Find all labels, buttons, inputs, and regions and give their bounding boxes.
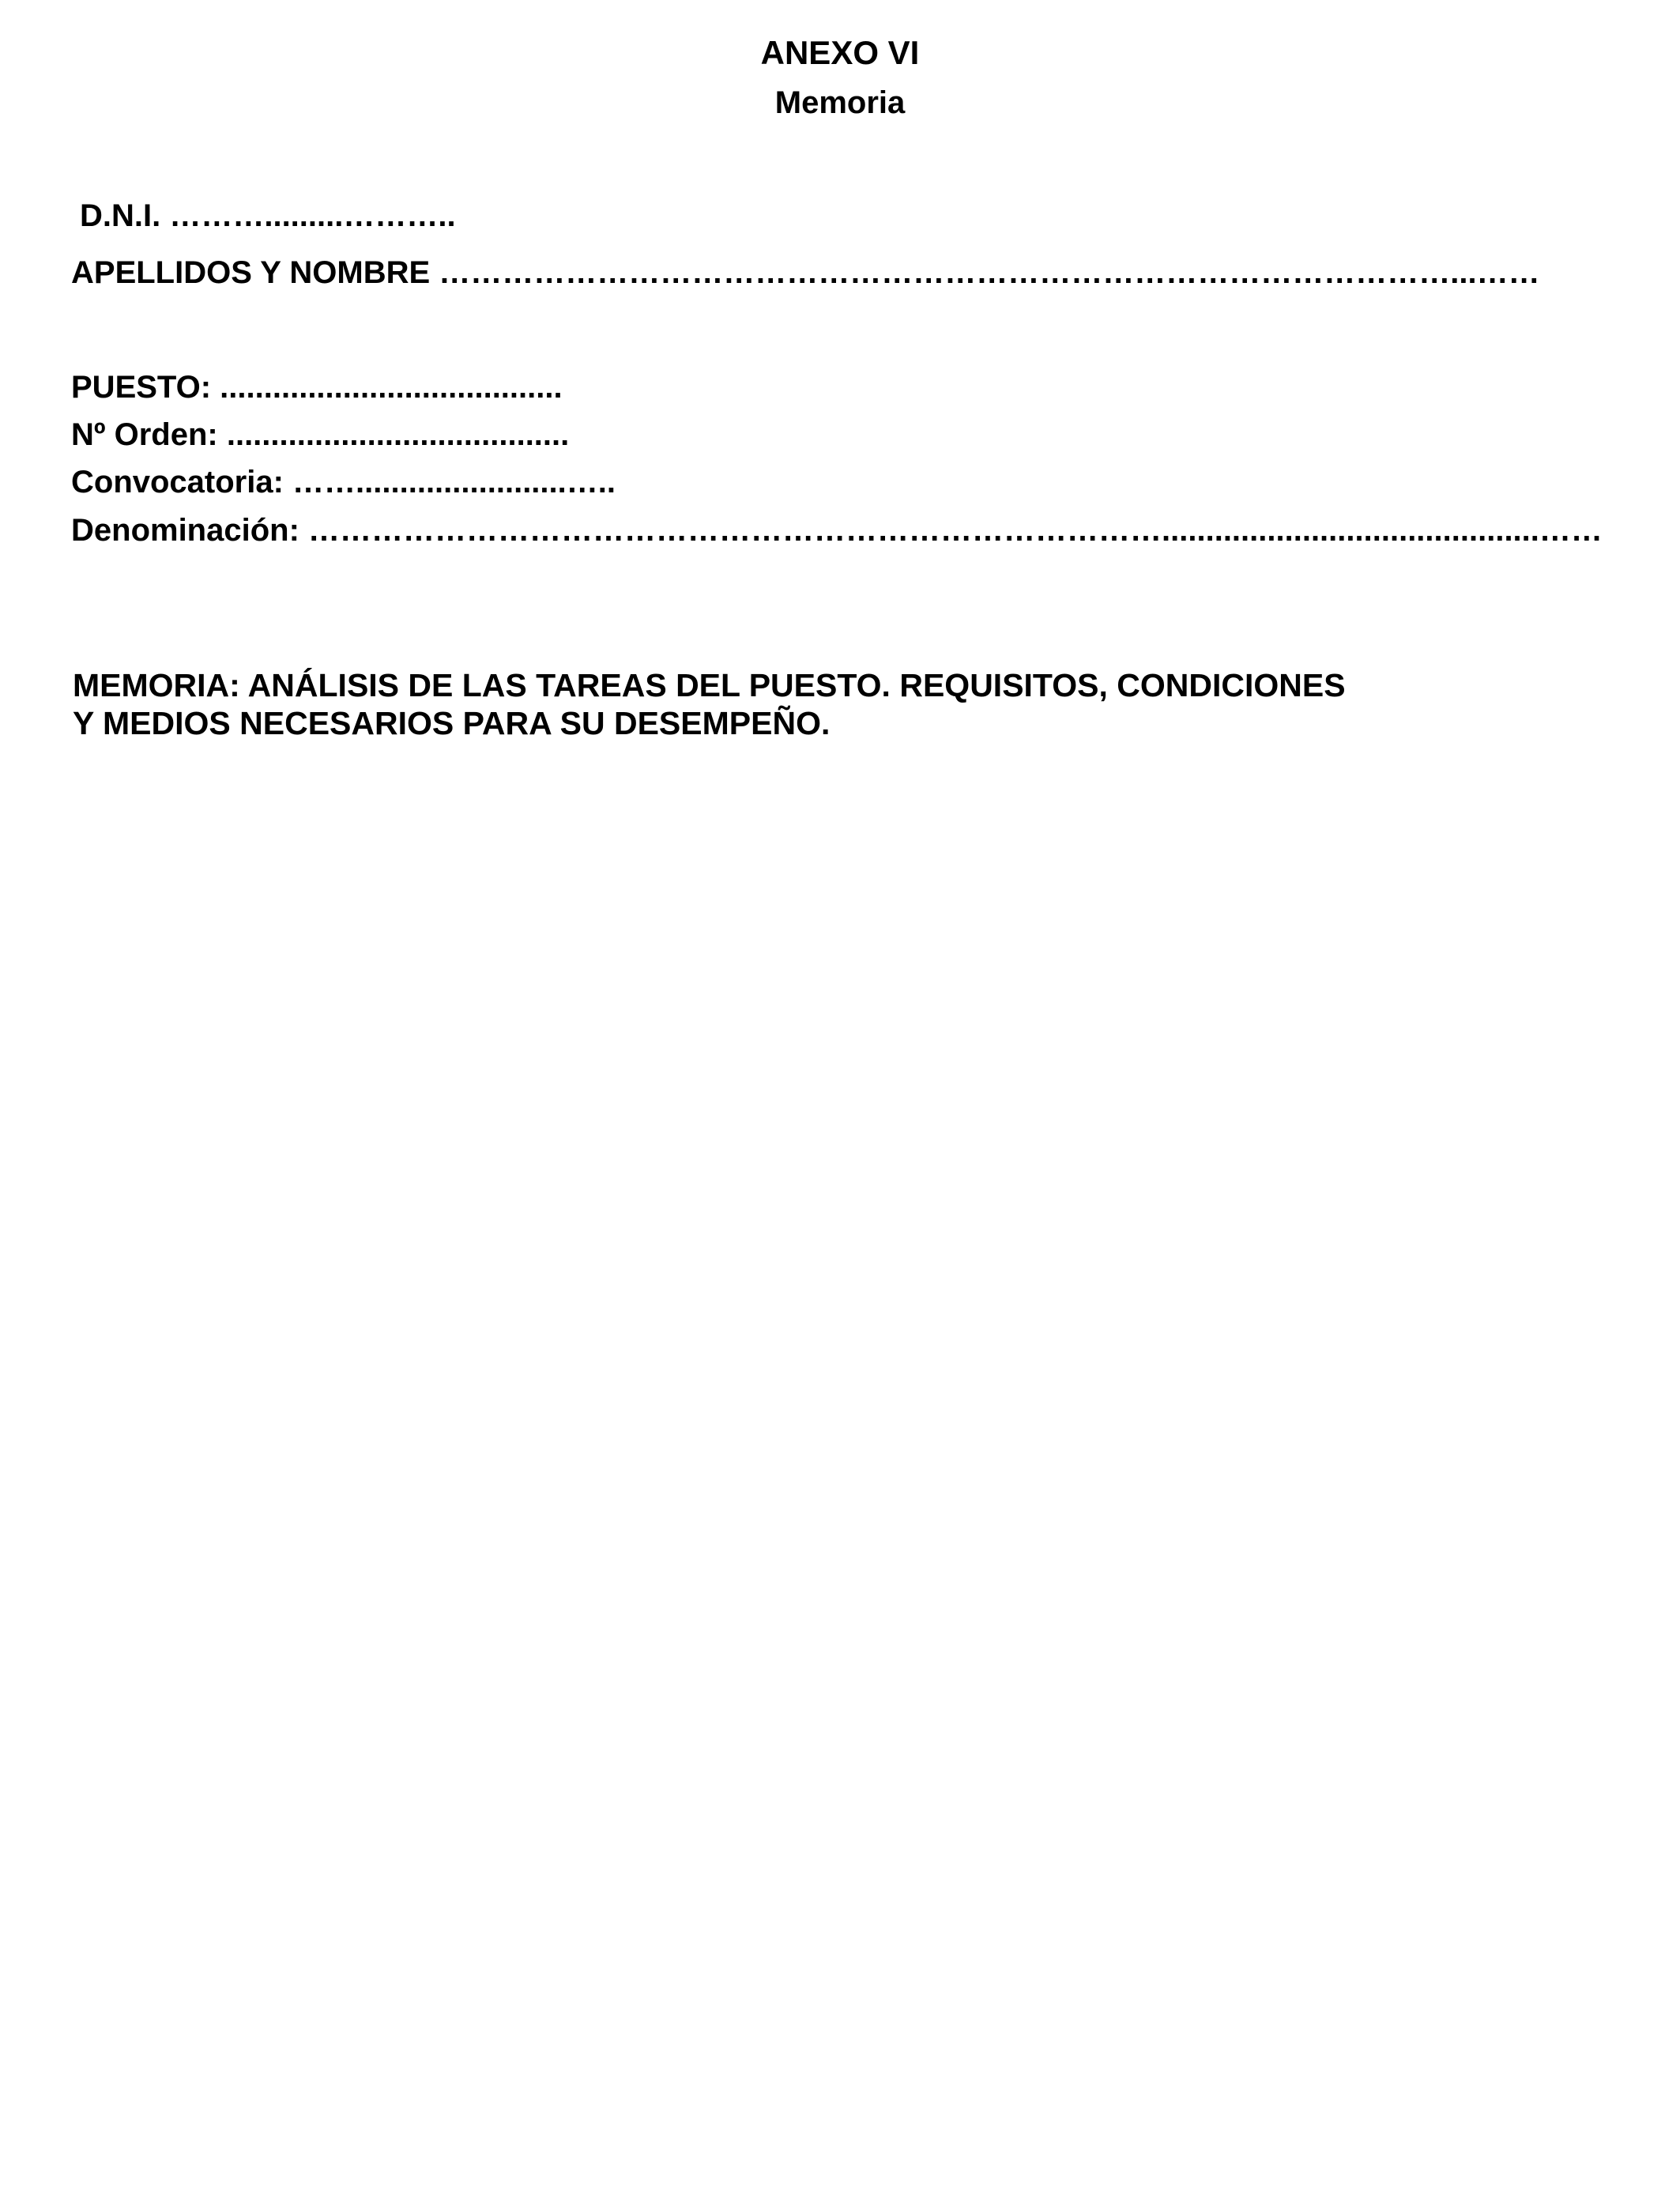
numero-orden-field-line: Nº Orden: .......................................: [71, 417, 570, 452]
document-subtitle: Memoria: [774, 85, 906, 120]
memoria-section-heading: [73, 666, 1574, 742]
apellidos-nombre-field-line: APELLIDOS Y NOMBRE ……………………………………………………………………………………...……: [71, 255, 1540, 290]
puesto-field-line: PUESTO: .......................................: [71, 370, 563, 405]
memoria-heading-line-2: Y MEDIOS NECESARIOS PARA SU DESEMPEÑO.: [73, 705, 831, 741]
convocatoria-field-line: Convocatoria: ……........................…..: [71, 465, 616, 499]
denominacion-field-line: Denominación: ………………………………………………………………………...........................................……: [71, 513, 1603, 548]
memoria-heading-line-1: MEMORIA: ANÁLISIS DE LAS TAREAS DEL PUESTO. REQUISITOS, CONDICIONES: [73, 667, 1346, 703]
dni-field-line: D.N.I. ……….........………..: [80, 198, 456, 233]
document-title: ANEXO VI: [760, 34, 920, 71]
